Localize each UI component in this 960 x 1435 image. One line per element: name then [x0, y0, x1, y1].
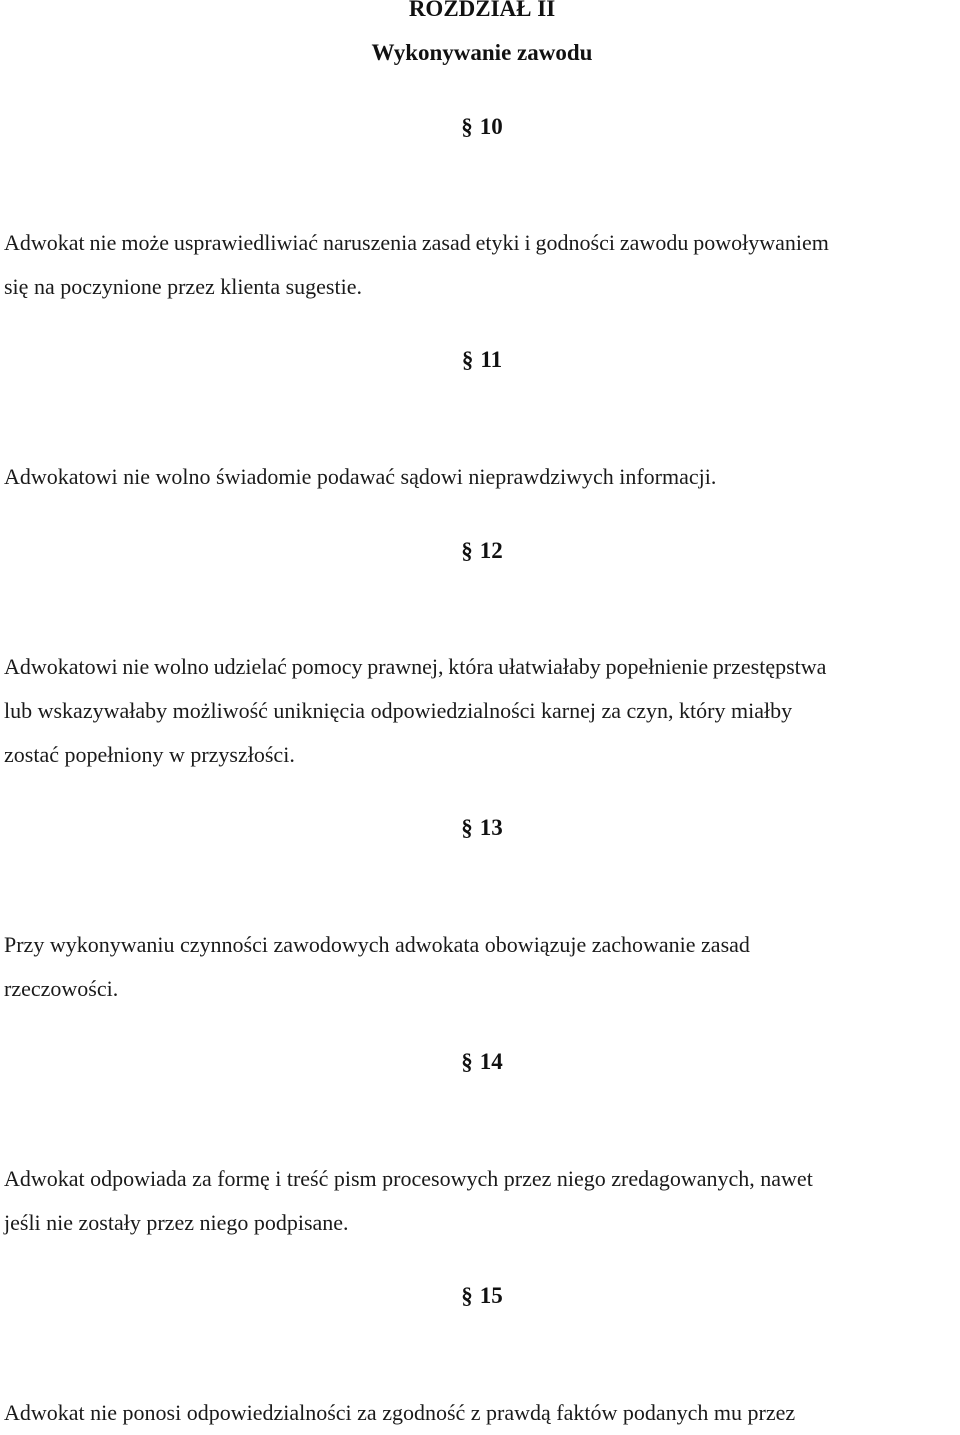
paragraph-line: Adwokatowi nie wolno świadomie podawać sądowi nieprawdziwych informacji.	[4, 464, 717, 489]
section-sign: §	[461, 114, 473, 139]
section-number: 11	[480, 347, 503, 372]
section-paragraph	[4, 221, 960, 309]
paragraph-line: lub wskazywałaby możliwość uniknięcia odpowiedzialności karnej za czyn, który miałby	[4, 698, 793, 723]
section-paragraph	[4, 923, 960, 1011]
section-heading	[0, 536, 960, 566]
paragraph-line: Adwokatowi nie wolno udzielać pomocy prawnej, która ułatwiałaby popełnienie przestępstwa	[4, 654, 827, 679]
section-heading	[0, 112, 960, 142]
paragraph-line: zostać popełniony w przyszłości.	[4, 742, 295, 767]
section-paragraph	[4, 1157, 960, 1245]
chapter-title: ROZDZIAŁ II	[408, 0, 556, 21]
section-sign: §	[461, 1049, 473, 1074]
paragraph-line: Adwokat odpowiada za formę i treść pism procesowych przez niego zredagowanych, nawet	[4, 1166, 813, 1191]
section-number: 14	[479, 1049, 503, 1074]
section-sign: §	[461, 815, 473, 840]
section-heading	[0, 1281, 960, 1311]
section-paragraph	[4, 645, 960, 777]
section-heading	[0, 1047, 960, 1077]
section-sign: §	[461, 1283, 473, 1308]
paragraph-line: Adwokat nie ponosi odpowiedzialności za zgodność z prawdą faktów podanych mu przez	[4, 1400, 796, 1425]
chapter-subtitle: Wykonywanie zawodu	[371, 40, 593, 65]
section-number: 10	[479, 114, 503, 139]
section-paragraph	[4, 1391, 960, 1435]
section-heading	[0, 813, 960, 843]
paragraph-line: rzeczowości.	[4, 976, 119, 1001]
section-number: 15	[479, 1283, 503, 1308]
section-sign: §	[461, 347, 474, 372]
section-heading	[0, 345, 960, 375]
paragraph-line: się na poczynione przez klienta sugestie.	[4, 274, 362, 299]
section-number: 13	[479, 815, 503, 840]
section-paragraph	[4, 455, 960, 499]
section-sign: §	[461, 538, 473, 563]
paragraph-line: Adwokat nie może usprawiedliwiać naruszenia zasad etyki i godności zawodu powoływaniem	[4, 230, 829, 255]
section-number: 12	[479, 538, 503, 563]
paragraph-line: Przy wykonywaniu czynności zawodowych adwokata obowiązuje zachowanie zasad	[4, 932, 750, 957]
paragraph-line: jeśli nie zostały przez niego podpisane.	[4, 1210, 349, 1235]
